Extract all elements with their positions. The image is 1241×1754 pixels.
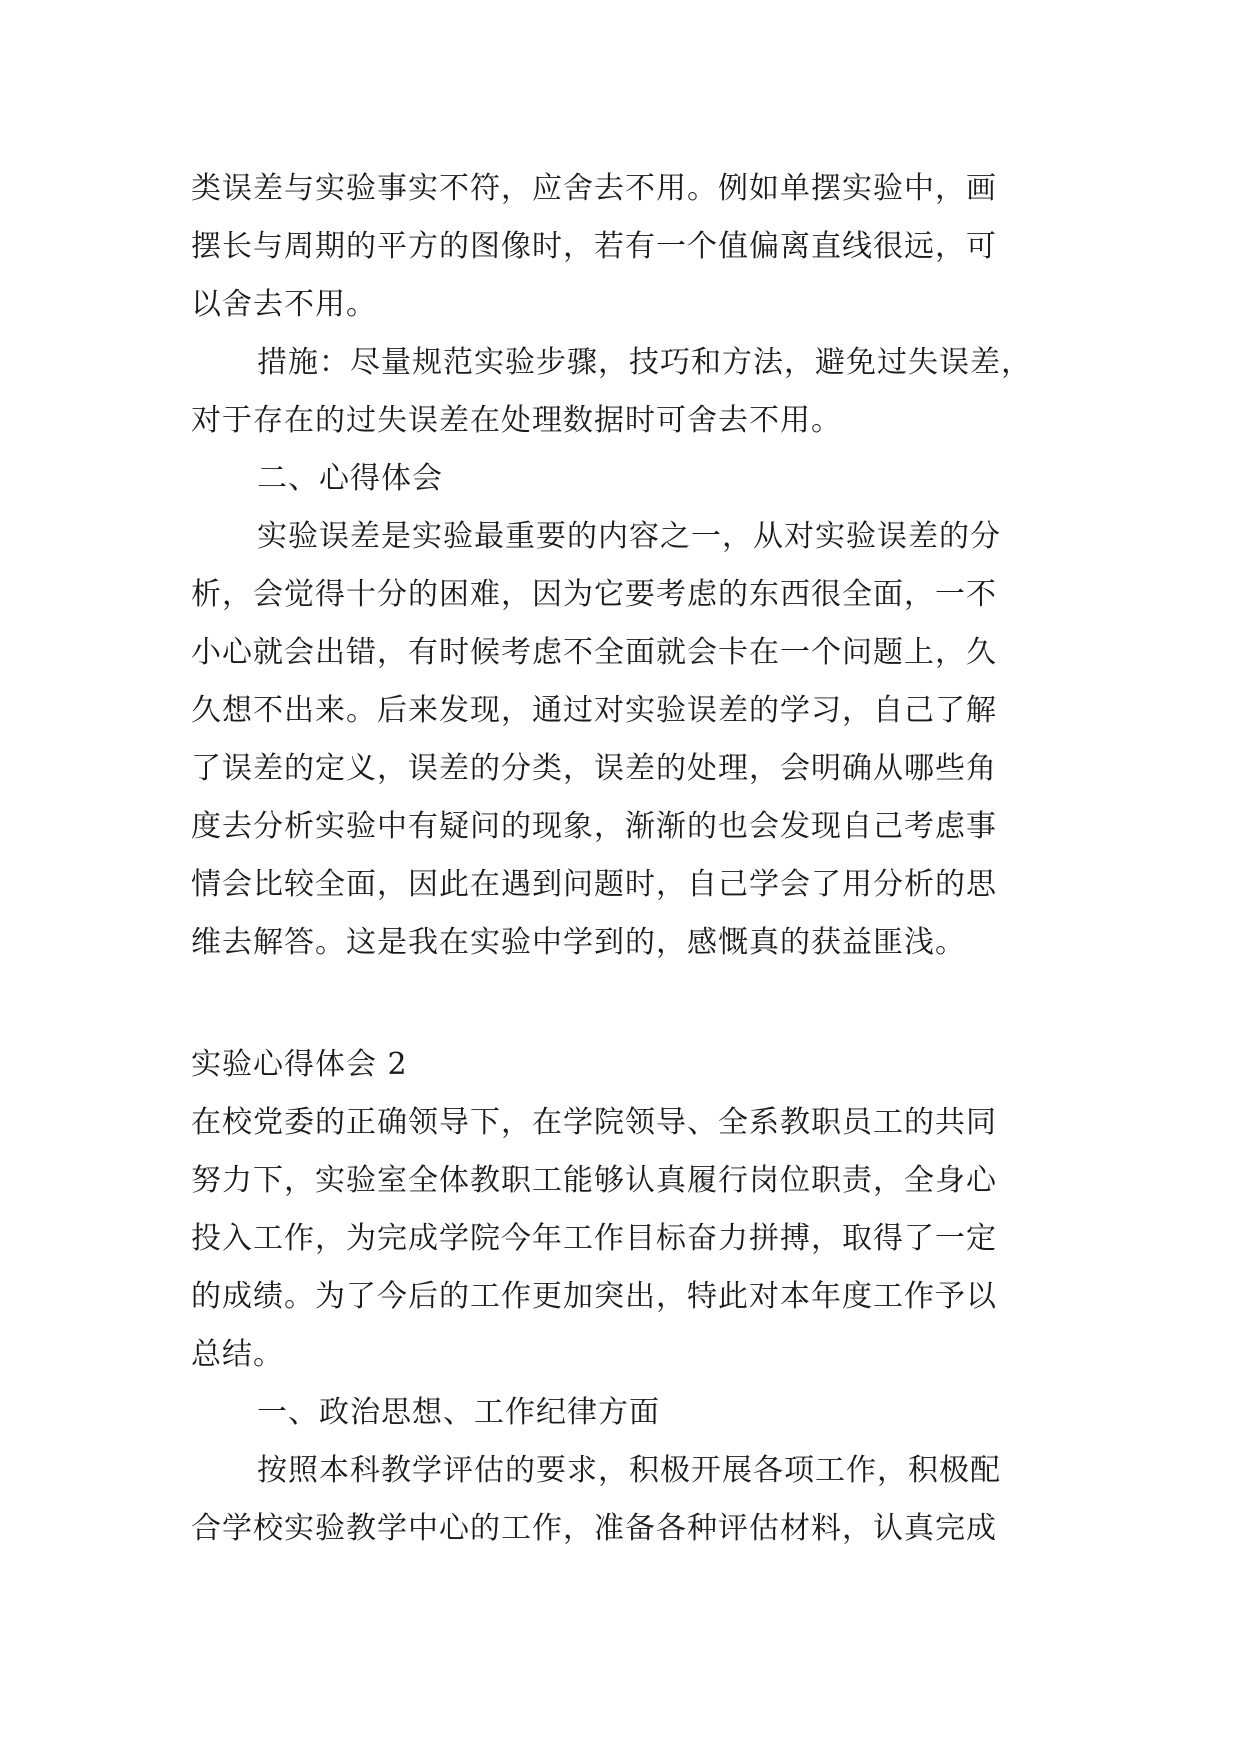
text-line: 久想不出来。后来发现，通过对实验误差的学习，自己了解 (191, 693, 997, 728)
paragraph-reflection (191, 508, 1049, 972)
text-line: 总结。 (191, 1337, 284, 1372)
text-line: 以舍去不用。 (191, 287, 377, 322)
section-heading: 一、政治思想、工作纪律方面 (257, 1395, 660, 1430)
text-line: 对于存在的过失误差在处理数据时可舍去不用。 (191, 403, 842, 438)
text-line: 实验误差是实验最重要的内容之一，从对实验误差的分 (257, 519, 1001, 554)
section-spacer (191, 972, 1049, 1036)
text-line: 努力下，实验室全体教职工能够认真履行岗位职责，全身心 (191, 1163, 997, 1198)
paragraph-error-discard (191, 160, 1049, 334)
text-line: 摆长与周期的平方的图像时，若有一个值偏离直线很远，可 (191, 229, 997, 264)
paragraph-evaluation (191, 1442, 1049, 1558)
text-line: 的成绩。为了今后的工作更加突出，特此对本年度工作予以 (191, 1279, 997, 1314)
text-line: 按照本科教学评估的要求，积极开展各项工作，积极配 (257, 1453, 1001, 1488)
text-line: 合学校实验教学中心的工作，准备各种评估材料，认真完成 (191, 1511, 997, 1546)
text-line: 维去解答。这是我在实验中学到的，感慨真的获益匪浅。 (191, 925, 966, 960)
text-line: 析，会觉得十分的困难，因为它要考虑的东西很全面，一不 (191, 577, 997, 612)
text-line: 类误差与实验事实不符，应舍去不用。例如单摆实验中，画 (191, 171, 997, 206)
text-line: 了误差的定义，误差的分类，误差的处理，会明确从哪些角 (191, 751, 997, 786)
text-line: 在校党委的正确领导下，在学院领导、全系教职员工的共同 (191, 1105, 997, 1140)
document-body (191, 160, 1049, 1558)
text-line: 情会比较全面，因此在遇到问题时，自己学会了用分析的思 (191, 867, 997, 902)
paragraph-measures (191, 334, 1049, 450)
paragraph-intro (191, 1094, 1049, 1384)
section-heading: 二、心得体会 (257, 461, 443, 496)
article-title: 实验心得体会 2 (191, 1047, 408, 1082)
text-line: 小心就会出错，有时候考虑不全面就会卡在一个问题上，久 (191, 635, 997, 670)
text-line: 度去分析实验中有疑问的现象，渐渐的也会发现自己考虑事 (191, 809, 997, 844)
text-line: 投入工作，为完成学院今年工作目标奋力拼搏，取得了一定 (191, 1221, 997, 1256)
text-line: 措施：尽量规范实验步骤，技巧和方法，避免过失误差， (257, 345, 1032, 380)
